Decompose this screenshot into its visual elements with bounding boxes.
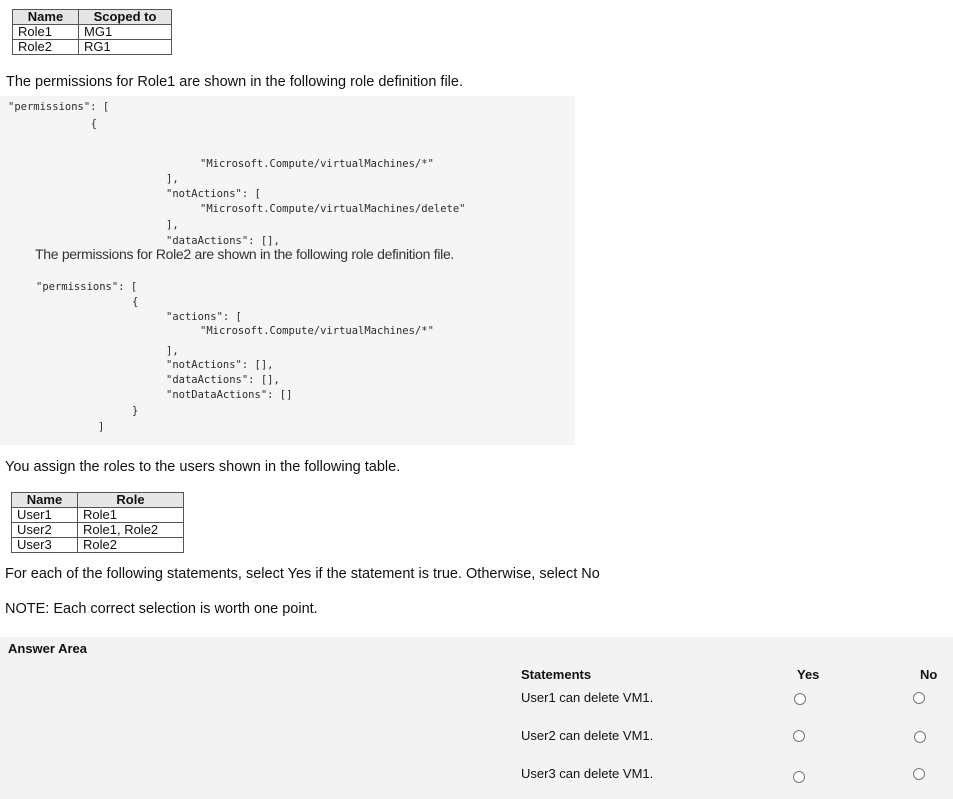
table-cell: MG1 — [79, 25, 172, 40]
user-table-header-role: Role — [78, 493, 184, 508]
user3-no-radio[interactable] — [913, 768, 925, 780]
statement-3: User3 can delete VM1. — [521, 766, 654, 781]
role1-intro-text: The permissions for Role1 are shown in the following role definition file. — [6, 74, 463, 90]
table-row — [12, 523, 184, 538]
assign-text: You assign the roles to the users shown in the following table. — [5, 459, 401, 475]
table-cell: Role1 — [78, 508, 184, 523]
table-row — [12, 538, 184, 553]
table-cell: Role1, Role2 — [78, 523, 184, 538]
table-row — [12, 508, 184, 523]
table-cell: User2 — [12, 523, 78, 538]
code-line: "Microsoft.Compute/virtualMachines/*" — [200, 325, 434, 337]
code-line: "notActions": [], — [166, 359, 274, 371]
yes-header: Yes — [797, 667, 820, 682]
table-cell: Role2 — [13, 40, 79, 55]
code-line: "Microsoft.Compute/virtualMachines/*" — [200, 158, 434, 170]
code-line: "permissions": [ — [36, 281, 138, 293]
code-line: "dataActions": [], — [166, 374, 280, 386]
user1-no-radio[interactable] — [913, 692, 925, 704]
code-line: "dataActions": [], — [166, 235, 280, 247]
role-definition-code — [0, 96, 575, 445]
code-line: { — [40, 118, 97, 130]
code-line: ], — [166, 345, 179, 357]
scope-table — [12, 9, 172, 55]
scope-table-header-name: Name — [13, 10, 79, 25]
table-cell: Role2 — [78, 538, 184, 553]
table-cell: User3 — [12, 538, 78, 553]
code-line: "permissions": [ — [8, 101, 110, 113]
user2-no-radio[interactable] — [914, 731, 926, 743]
code-line: "actions": [ — [166, 311, 242, 323]
table-row — [13, 25, 172, 40]
instruction-text: For each of the following statements, select Yes if the statement is true. Otherwise, select No — [5, 566, 600, 582]
code-line: "notActions": [ — [166, 188, 261, 200]
scope-table-header-scoped-to: Scoped to — [79, 10, 172, 25]
table-cell: RG1 — [79, 40, 172, 55]
statements-header: Statements — [521, 667, 592, 682]
code-line: } — [132, 405, 139, 417]
user-role-table — [11, 492, 184, 553]
user-table-header-name: Name — [12, 493, 78, 508]
role2-intro-text: The permissions for Role2 are shown in the following role definition file. — [35, 246, 455, 262]
table-cell: User1 — [12, 508, 78, 523]
note-text: NOTE: Each correct selection is worth one point. — [5, 601, 318, 617]
statement-2: User2 can delete VM1. — [521, 728, 654, 743]
answer-area — [0, 637, 953, 799]
code-line: "notDataActions": [] — [166, 389, 293, 401]
table-cell: Role1 — [13, 25, 79, 40]
code-line: ], — [166, 219, 179, 231]
code-line: ] — [98, 421, 105, 433]
statement-1: User1 can delete VM1. — [521, 690, 654, 705]
no-header: No — [920, 667, 938, 682]
table-row — [13, 40, 172, 55]
user2-yes-radio[interactable] — [793, 730, 805, 742]
user3-yes-radio[interactable] — [793, 771, 805, 783]
answer-area-title: Answer Area — [8, 641, 87, 656]
code-line: ], — [166, 173, 179, 185]
user1-yes-radio[interactable] — [794, 693, 806, 705]
code-line: "Microsoft.Compute/virtualMachines/delete" — [200, 203, 466, 215]
code-line: { — [132, 296, 139, 308]
